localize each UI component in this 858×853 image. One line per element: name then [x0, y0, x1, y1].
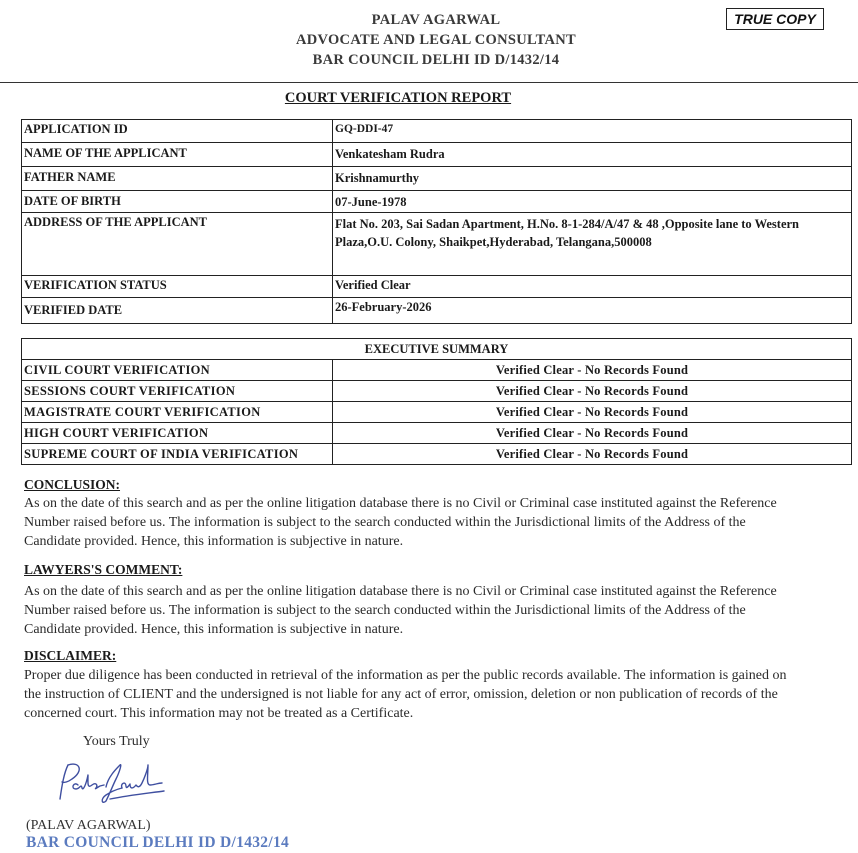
summary-value: Verified Clear - No Records Found — [333, 360, 852, 381]
signatory-bar-id: BAR COUNCIL DELHI ID D/1432/14 — [26, 834, 290, 851]
advocate-name: PALAV AGARWAL — [371, 12, 501, 28]
table-row — [22, 191, 852, 213]
paragraph-line: the instruction of CLIENT and the undersigned is not liable for any act of error, omission, deletion or non publication of records of the — [24, 687, 778, 702]
conclusion-heading: CONCLUSION: — [24, 477, 121, 492]
table-row — [22, 120, 852, 143]
advocate-designation: ADVOCATE AND LEGAL CONSULTANT — [295, 32, 577, 48]
summary-value: Verified Clear - No Records Found — [333, 402, 852, 423]
header-divider — [0, 82, 858, 83]
table-row — [22, 444, 852, 465]
paragraph-line: As on the date of this search and as per the online litigation database there is no Civil or Criminal case instituted against the Reference — [24, 496, 777, 511]
summary-label: SESSIONS COURT VERIFICATION — [22, 381, 333, 402]
advocate-bar-id: BAR COUNCIL DELHI ID D/1432/14 — [312, 52, 560, 68]
detail-value: Krishnamurthy — [333, 167, 852, 191]
detail-value: 07-June-1978 — [333, 191, 852, 213]
detail-value: Flat No. 203, Sai Sadan Apartment, H.No. 8-1-284/A/47 & 48 ,Opposite lane to Western Plaza,O.U. Colony, Shaikpet,Hyderabad, Telangana,500008 — [333, 213, 852, 276]
conclusion-text — [24, 494, 844, 551]
detail-label: VERIFICATION STATUS — [22, 276, 333, 298]
report-title: COURT VERIFICATION REPORT — [284, 90, 512, 106]
detail-value: 26-February-2026 — [333, 298, 852, 324]
table-row — [22, 276, 852, 298]
summary-value: Verified Clear - No Records Found — [333, 444, 852, 465]
table-row — [22, 423, 852, 444]
paragraph-line: Proper due diligence has been conducted in retrieval of the information as per the public records available. The information is gained on — [24, 668, 787, 683]
disclaimer-text — [24, 666, 844, 723]
disclaimer-heading: DISCLAIMER: — [24, 648, 117, 663]
summary-value: Verified Clear - No Records Found — [333, 423, 852, 444]
summary-label: MAGISTRATE COURT VERIFICATION — [22, 402, 333, 423]
summary-label: CIVIL COURT VERIFICATION — [22, 360, 333, 381]
signatory-name: (PALAV AGARWAL) — [26, 818, 151, 833]
table-row — [22, 402, 852, 423]
true-copy-stamp: TRUE COPY — [726, 8, 824, 30]
paragraph-line: concerned court. This information may not be treated as a Certificate. — [24, 706, 414, 721]
paragraph-line: Candidate provided. Hence, this information is subjective in nature. — [24, 534, 404, 549]
handwritten-signature — [50, 755, 170, 812]
table-row — [22, 167, 852, 191]
table-row — [22, 143, 852, 167]
executive-summary-title: EXECUTIVE SUMMARY — [22, 339, 852, 360]
detail-label: VERIFIED DATE — [22, 298, 333, 324]
paragraph-line: Number raised before us. The information is subject to the search conducted within the Jurisdictional limits of the Address of the — [24, 515, 746, 530]
executive-summary-table — [21, 338, 852, 465]
summary-label: HIGH COURT VERIFICATION — [22, 423, 333, 444]
lawyers-comment-heading: LAWYERS'S COMMENT: — [24, 562, 183, 577]
summary-label: SUPREME COURT OF INDIA VERIFICATION — [22, 444, 333, 465]
paragraph-line: Number raised before us. The information is subject to the search conducted within the Jurisdictional limits of the Address of the — [24, 603, 746, 618]
detail-label: DATE OF BIRTH — [22, 191, 333, 213]
applicant-details-table — [21, 119, 852, 324]
closing-salutation: Yours Truly — [83, 734, 150, 749]
detail-label: APPLICATION ID — [22, 120, 333, 143]
detail-label: FATHER NAME — [22, 167, 333, 191]
detail-value: GQ-DDI-47 — [333, 120, 852, 143]
detail-value: Venkatesham Rudra — [333, 143, 852, 167]
table-row — [22, 339, 852, 360]
paragraph-line: Candidate provided. Hence, this information is subjective in nature. — [24, 622, 404, 637]
table-row — [22, 381, 852, 402]
table-row — [22, 360, 852, 381]
table-row — [22, 213, 852, 276]
summary-value: Verified Clear - No Records Found — [333, 381, 852, 402]
table-row — [22, 298, 852, 324]
paragraph-line: As on the date of this search and as per the online litigation database there is no Civil or Criminal case instituted against the Reference — [24, 584, 777, 599]
detail-label: NAME OF THE APPLICANT — [22, 143, 333, 167]
lawyers-comment-text — [24, 582, 844, 639]
detail-value: Verified Clear — [333, 276, 852, 298]
detail-label: ADDRESS OF THE APPLICANT — [22, 213, 333, 276]
